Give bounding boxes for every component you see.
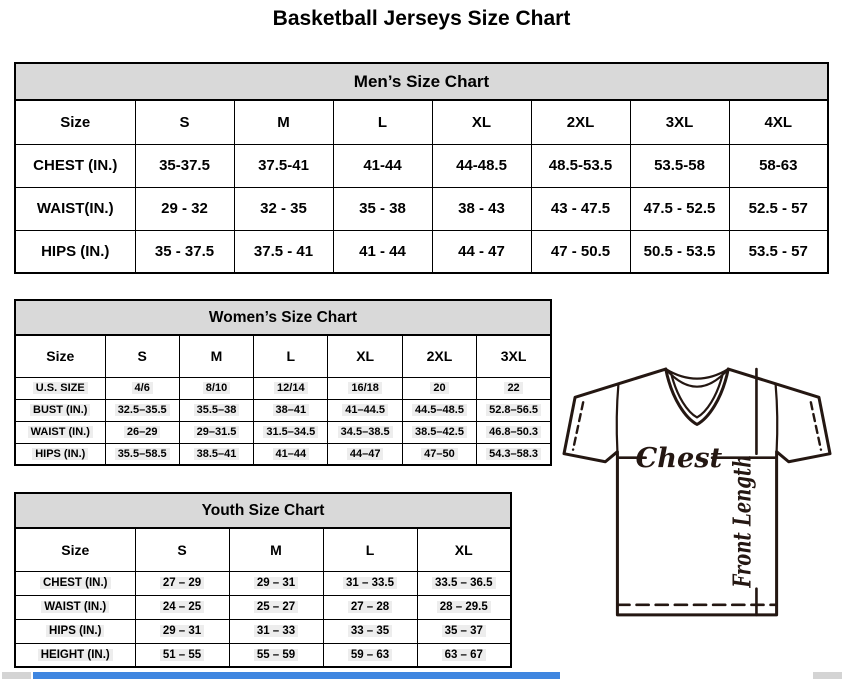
youth-value-cell — [229, 571, 323, 595]
men-value-cell: 48.5-53.5 — [531, 144, 630, 187]
cell-text: 22 — [504, 382, 522, 394]
cell-text: 35 – 37 — [442, 625, 486, 637]
cell-text: 31 – 33.5 — [343, 577, 397, 589]
scroll-right-button[interactable] — [813, 672, 842, 679]
men-value-cell: 44 - 47 — [432, 230, 531, 273]
jersey-diagram — [558, 361, 834, 629]
youth-value-cell — [229, 595, 323, 619]
women-value-cell — [105, 421, 179, 443]
men-value-cell: 32 - 35 — [234, 187, 333, 230]
cell-text: 31.5–34.5 — [263, 426, 318, 438]
women-table-row — [15, 443, 551, 465]
cell-text: 31 – 33 — [254, 625, 298, 637]
cell-text: BUST (IN.) — [30, 404, 90, 416]
women-value-cell — [477, 443, 551, 465]
women-column-header: XL — [328, 335, 402, 377]
cell-text: 24 – 25 — [160, 601, 204, 613]
cell-text: 44.5–48.5 — [412, 404, 467, 416]
men-row-label: HIPS (IN.) — [15, 230, 135, 273]
women-value-cell — [328, 399, 402, 421]
youth-row-label — [15, 643, 135, 667]
men-value-cell: 41-44 — [333, 144, 432, 187]
cell-text: 41–44 — [273, 448, 310, 460]
women-value-cell — [105, 443, 179, 465]
cell-text: HIPS (IN.) — [46, 625, 104, 637]
women-column-header: 2XL — [402, 335, 476, 377]
scrollbar-thumb[interactable] — [33, 672, 560, 679]
front-length-measure-label: Front Length — [727, 409, 757, 588]
cell-text: 29 – 31 — [254, 577, 298, 589]
women-row-label — [15, 399, 105, 421]
womens-size-table — [14, 299, 552, 466]
women-table-row — [15, 399, 551, 421]
men-column-header: XL — [432, 100, 531, 144]
cell-text: 28 – 29.5 — [437, 601, 491, 613]
men-value-cell: 35-37.5 — [135, 144, 234, 187]
women-value-cell — [402, 399, 476, 421]
men-table-row — [15, 230, 828, 273]
mens-size-table — [14, 62, 829, 274]
men-row-label: WAIST(IN.) — [15, 187, 135, 230]
cell-text: 33.5 – 36.5 — [432, 577, 496, 589]
cell-text: HEIGHT (IN.) — [38, 649, 113, 661]
youth-row-label — [15, 595, 135, 619]
cell-text: 34.5–38.5 — [338, 426, 393, 438]
men-column-header: 4XL — [729, 100, 828, 144]
men-column-header: L — [333, 100, 432, 144]
cell-text: CHEST (IN.) — [40, 577, 111, 589]
women-row-label — [15, 377, 105, 399]
men-value-cell: 53.5 - 57 — [729, 230, 828, 273]
youth-value-cell — [323, 595, 417, 619]
youth-row-label — [15, 571, 135, 595]
cell-text: 32.5–35.5 — [115, 404, 170, 416]
youth-size-table — [14, 492, 512, 668]
cell-text: 52.8–56.5 — [486, 404, 541, 416]
cell-text: 27 – 28 — [348, 601, 392, 613]
cell-text: WAIST (IN.) — [41, 601, 109, 613]
women-column-header: 3XL — [477, 335, 551, 377]
youth-table-row — [15, 571, 511, 595]
cell-text: 38.5–42.5 — [412, 426, 467, 438]
women-column-header: L — [254, 335, 328, 377]
men-value-cell: 43 - 47.5 — [531, 187, 630, 230]
youth-table-row — [15, 595, 511, 619]
women-value-cell — [328, 377, 402, 399]
youth-value-cell — [417, 571, 511, 595]
cell-text: 51 – 55 — [160, 649, 204, 661]
cell-text: U.S. SIZE — [33, 382, 88, 394]
men-value-cell: 35 - 38 — [333, 187, 432, 230]
cell-text: HIPS (IN.) — [32, 448, 88, 460]
men-chart-title: Men’s Size Chart — [15, 63, 828, 100]
women-value-cell — [328, 443, 402, 465]
youth-row-label — [15, 619, 135, 643]
cell-text: 25 – 27 — [254, 601, 298, 613]
youth-value-cell — [135, 595, 229, 619]
cell-text: 35.5–58.5 — [115, 448, 170, 460]
men-column-header: Size — [15, 100, 135, 144]
women-value-cell — [328, 421, 402, 443]
right-sleeve-seam — [776, 384, 778, 452]
men-value-cell: 29 - 32 — [135, 187, 234, 230]
cell-text: 63 – 67 — [442, 649, 486, 661]
youth-column-header: L — [323, 528, 417, 571]
cell-text: 8/10 — [203, 382, 230, 394]
women-value-cell — [179, 443, 253, 465]
cell-text: 54.3–58.3 — [486, 448, 541, 460]
cell-text: 47–50 — [421, 448, 458, 460]
men-value-cell: 52.5 - 57 — [729, 187, 828, 230]
youth-value-cell — [229, 619, 323, 643]
men-value-cell: 38 - 43 — [432, 187, 531, 230]
youth-chart-title: Youth Size Chart — [15, 493, 511, 528]
men-column-header: S — [135, 100, 234, 144]
women-value-cell — [179, 399, 253, 421]
cell-text: 38.5–41 — [194, 448, 240, 460]
cell-text: 27 – 29 — [160, 577, 204, 589]
women-column-header: Size — [15, 335, 105, 377]
youth-value-cell — [417, 595, 511, 619]
cell-text: 41–44.5 — [342, 404, 388, 416]
youth-table-row — [15, 619, 511, 643]
men-row-label: CHEST (IN.) — [15, 144, 135, 187]
men-value-cell: 53.5-58 — [630, 144, 729, 187]
youth-value-cell — [323, 619, 417, 643]
men-column-header: 2XL — [531, 100, 630, 144]
women-column-header: S — [105, 335, 179, 377]
youth-value-cell — [323, 643, 417, 667]
men-value-cell: 44-48.5 — [432, 144, 531, 187]
cell-text: 16/18 — [348, 382, 382, 394]
jersey-outline-path — [564, 369, 830, 615]
men-table-row — [15, 187, 828, 230]
youth-column-header: S — [135, 528, 229, 571]
right-cuff-dashed-line — [811, 402, 821, 449]
horizontal-scrollbar[interactable] — [0, 672, 843, 679]
cell-text: 29–31.5 — [194, 426, 240, 438]
women-value-cell — [477, 421, 551, 443]
cell-text: 20 — [430, 382, 448, 394]
women-value-cell — [254, 377, 328, 399]
cell-text: 59 – 63 — [348, 649, 392, 661]
women-table-row — [15, 377, 551, 399]
youth-value-cell — [417, 643, 511, 667]
cell-text: 29 – 31 — [160, 625, 204, 637]
women-value-cell — [179, 421, 253, 443]
cell-text: 26–29 — [124, 426, 161, 438]
women-value-cell — [477, 399, 551, 421]
youth-column-header: M — [229, 528, 323, 571]
left-sleeve-seam — [617, 384, 619, 452]
men-value-cell: 37.5 - 41 — [234, 230, 333, 273]
cell-text: 46.8–50.3 — [486, 426, 541, 438]
youth-value-cell — [417, 619, 511, 643]
cell-text: 35.5–38 — [194, 404, 240, 416]
women-value-cell — [402, 421, 476, 443]
men-value-cell: 47 - 50.5 — [531, 230, 630, 273]
men-value-cell: 37.5-41 — [234, 144, 333, 187]
cell-text: 55 – 59 — [254, 649, 298, 661]
women-chart-title: Women’s Size Chart — [15, 300, 551, 335]
youth-value-cell — [323, 571, 417, 595]
men-value-cell: 41 - 44 — [333, 230, 432, 273]
youth-column-header: XL — [417, 528, 511, 571]
men-table-row — [15, 144, 828, 187]
youth-value-cell — [229, 643, 323, 667]
chest-measure-label: Chest — [635, 441, 723, 474]
women-value-cell — [402, 443, 476, 465]
men-value-cell: 35 - 37.5 — [135, 230, 234, 273]
youth-value-cell — [135, 619, 229, 643]
men-value-cell: 50.5 - 53.5 — [630, 230, 729, 273]
men-value-cell: 47.5 - 52.5 — [630, 187, 729, 230]
men-column-header: M — [234, 100, 333, 144]
women-row-label — [15, 443, 105, 465]
cell-text: 4/6 — [132, 382, 153, 394]
youth-value-cell — [135, 643, 229, 667]
men-value-cell: 58-63 — [729, 144, 828, 187]
page-title: Basketball Jerseys Size Chart — [272, 7, 571, 30]
women-row-label — [15, 421, 105, 443]
youth-column-header: Size — [15, 528, 135, 571]
men-column-header: 3XL — [630, 100, 729, 144]
women-column-header: M — [179, 335, 253, 377]
women-value-cell — [254, 443, 328, 465]
youth-value-cell — [135, 571, 229, 595]
cell-text: 44–47 — [347, 448, 384, 460]
cell-text: 33 – 35 — [348, 625, 392, 637]
left-cuff-dashed-line — [573, 402, 583, 449]
women-table-row — [15, 421, 551, 443]
scroll-left-button[interactable] — [2, 672, 31, 679]
women-value-cell — [402, 377, 476, 399]
youth-table-row — [15, 643, 511, 667]
women-value-cell — [477, 377, 551, 399]
women-value-cell — [179, 377, 253, 399]
cell-text: 38–41 — [273, 404, 310, 416]
women-value-cell — [105, 377, 179, 399]
cell-text: 12/14 — [274, 382, 308, 394]
women-value-cell — [105, 399, 179, 421]
women-value-cell — [254, 399, 328, 421]
cell-text: WAIST (IN.) — [28, 426, 93, 438]
women-value-cell — [254, 421, 328, 443]
